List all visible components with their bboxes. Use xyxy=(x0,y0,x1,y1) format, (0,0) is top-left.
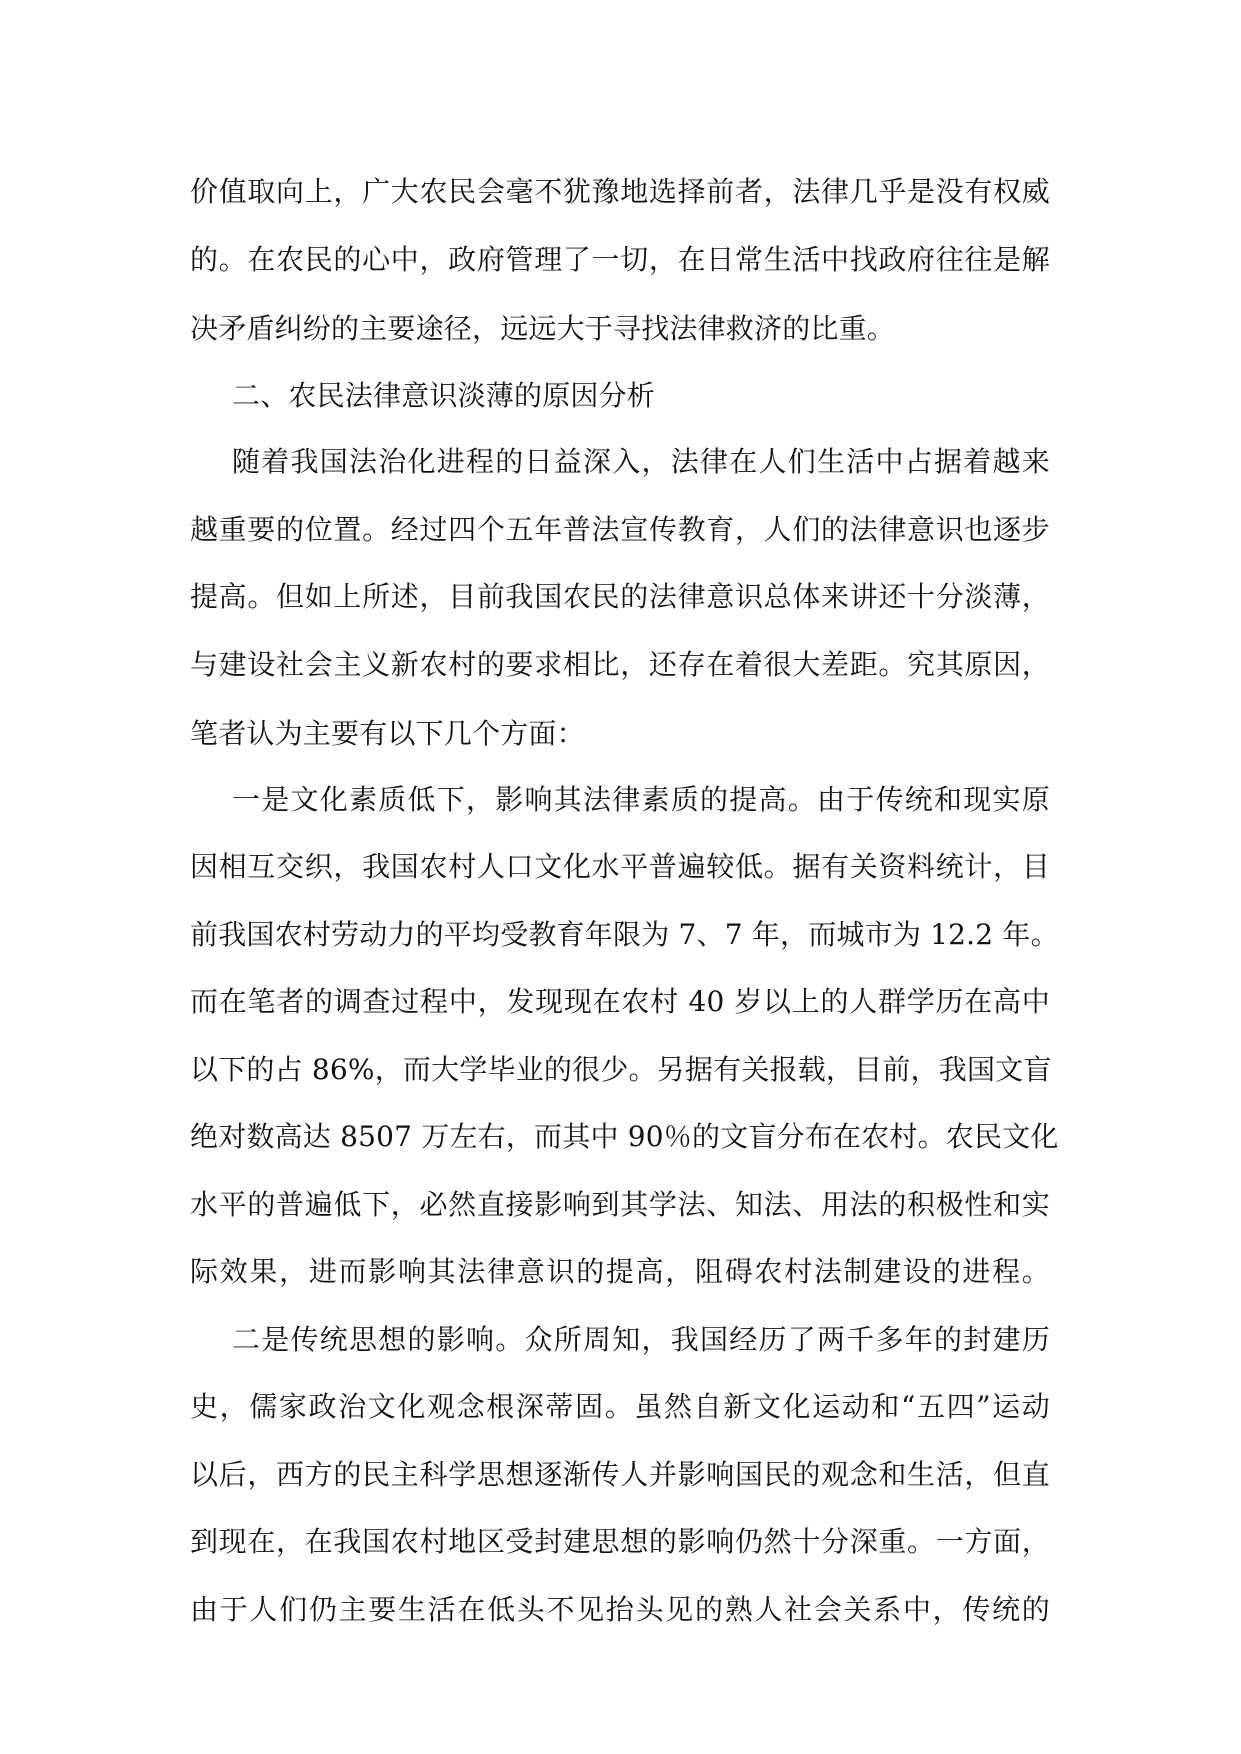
text-line: 由于人们仍主要生活在低头不见抬头见的熟人社会关系中，传统的 xyxy=(190,1592,1050,1626)
text-line: 二是传统思想的影响。众所周知，我国经历了两千多年的封建历 xyxy=(232,1322,1050,1356)
text-line: 前我国农村劳动力的平均受教育年限为 7、7 年，而城市为 12.2 年。 xyxy=(190,917,1059,951)
body-text xyxy=(190,158,1059,1643)
text-line: 而在笔者的调查过程中，发现现在农村 40 岁以上的人群学历在高中 xyxy=(190,985,1050,1018)
text-line: 到现在，在我国农村地区受封建思想的影响仍然十分深重。一方面， xyxy=(190,1525,1050,1558)
text-line: 提高。但如上所述，目前我国农民的法律意识总体来讲还十分淡薄， xyxy=(190,580,1050,613)
text-line: 价值取向上，广大农民会毫不犹豫地选择前者，法律几乎是没有权威 xyxy=(190,175,1050,208)
section-heading: 二、农民法律意识淡薄的原因分析 xyxy=(232,379,656,413)
text-line: 史，儒家政治文化观念根深蒂固。虽然自新文化运动和“五四”运动 xyxy=(190,1390,1050,1423)
text-line: 以后，西方的民主科学思想逐渐传人并影响国民的观念和生活，但直 xyxy=(190,1457,1050,1491)
text-line: 际效果，进而影响其法律意识的提高，阻碍农村法制建设的进程。 xyxy=(190,1255,1050,1288)
text-line: 绝对数高达 8507 万左右，而其中 90％的文盲分布在农村。农民文化 xyxy=(190,1120,1059,1153)
text-line: 以下的占 86%，而大学毕业的很少。另据有关报载，目前，我国文盲 xyxy=(190,1052,1052,1086)
text-line: 决矛盾纠纷的主要途径，远远大于寻找法律救济的比重。 xyxy=(190,311,896,345)
text-line: 随着我国法治化进程的日益深入，法律在人们生活中占据着越来 xyxy=(232,445,1050,478)
text-line: 一是文化素质低下，影响其法律素质的提高。由于传统和现实原 xyxy=(232,782,1050,816)
text-line: 因相互交织，我国农村人口文化水平普遍较低。据有关资料统计，目 xyxy=(190,850,1050,883)
text-line: 水平的普遍低下，必然直接影响到其学法、知法、用法的积极性和实 xyxy=(190,1187,1050,1221)
text-line: 与建设社会主义新农村的要求相比，还存在着很大差距。究其原因， xyxy=(190,647,1050,681)
text-line: 的。在农民的心中，政府管理了一切，在日常生活中找政府往往是解 xyxy=(190,242,1050,276)
text-line: 越重要的位置。经过四个五年普法宣传教育，人们的法律意识也逐步 xyxy=(190,512,1050,546)
text-line: 笔者认为主要有以下几个方面： xyxy=(190,716,585,750)
